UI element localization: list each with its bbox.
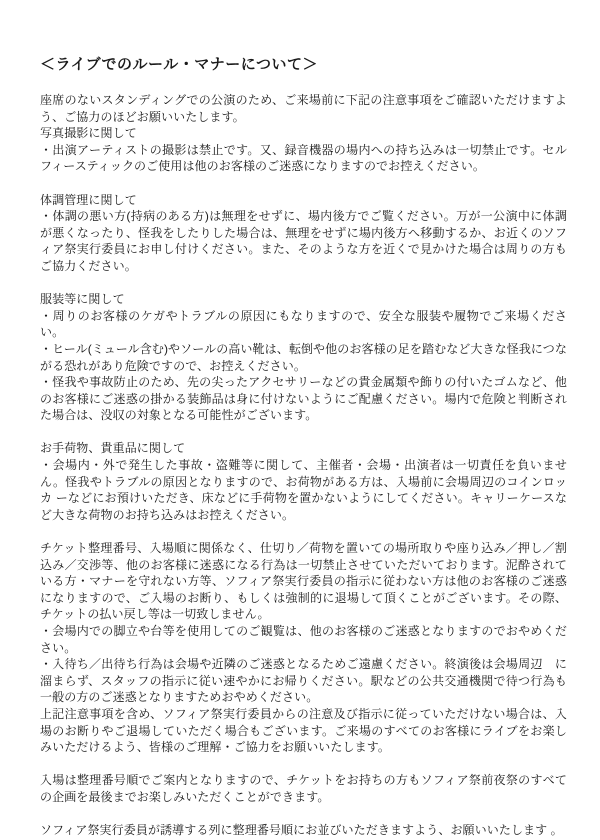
body-paragraph: チケット整理番号、入場順に関係なく、仕切り／荷物を置いての場所取りや座り込み／押し／割込み／交渉等、他のお客様に迷惑になる行為は一切禁止させていただいております。泥酔されている方・マナーを守れない方等、ソフィア祭実行委員の指示に従わない方は他のお客様のご迷惑になりますので、ご入場のお断り、もしくは強制的に退場して頂くことがございます。その際、チケットの払い戻し等は一切致しません。 bbox=[40, 541, 567, 622]
body-paragraph: ・会場内・外で発生した事故・盗難等に関して、主催者・会場・出演者は一切責任を負いません。怪我やトラブルの原因となりますので、お荷物がある方は、入場前に会場周辺のコインロッカ ーなどにお預けいただき、床などに手荷物を置かないようにしてください。キャリーケースなど大きな荷物のお持ち込みはお控えください。 bbox=[40, 458, 567, 522]
body-paragraph: ・周りのお客様のケガやトラブルの原因にもなりますので、安全な服装や履物でご来場ください。 bbox=[40, 308, 567, 340]
blank-line bbox=[40, 175, 567, 192]
body-paragraph: ・会場内での脚立や台等を使用してのご観覧は、他のお客様のご迷惑となりますのでおやめください。 bbox=[40, 624, 567, 655]
section-heading: 服装等に関して bbox=[40, 292, 125, 307]
document-body bbox=[40, 92, 567, 839]
blank-line bbox=[40, 756, 567, 773]
body-paragraph: ・ヒール(ミュール含む)やソールの高い靴は、転倒や他のお客様の足を踏むなど大きな怪我につながる恐れがあり危険ですので、お控えください。 bbox=[40, 341, 567, 373]
section-heading: 写真撮影に関して bbox=[40, 126, 137, 141]
body-paragraph: ・入待ち／出待ち行為は会場や近隣のご迷惑となるためご遠慮ください。終演後は会場周辺 に溜まらず、スタッフの指示に従い速やかにお帰りください。駅などの公共交通機関で待つ行為も一般の方のご迷惑となりますためおやめください。 bbox=[40, 657, 567, 705]
body-paragraph: 座席のないスタンディングでの公演のため、ご来場前に下記の注意事項をご確認いただけますよう、ご協力のほどお願いいたします。 bbox=[40, 93, 567, 124]
body-paragraph: 入場は整理番号順でご案内となりますので、チケットをお持ちの方もソフィア祭前夜祭のすべての企画を最後までお楽しみいただくことができます。 bbox=[40, 773, 567, 804]
blank-line bbox=[40, 806, 567, 823]
body-paragraph: ソフィア祭実行委員が誘導する列に整理番号順にお並びいただきますよう、お願いいたします 。 bbox=[40, 823, 563, 838]
section-heading: お手荷物、貴重品に関して bbox=[40, 441, 186, 456]
body-paragraph: 上記注意事項を含め、ソフィア祭実行委員からの注意及び指示に従っていただけない場合は、入場のお断りやご退場していただく場合もございます。ご来場のすべてのお客様にライブをお楽しみいただけるよう、皆様のご理解・ご協力をお願いいたします。 bbox=[40, 706, 567, 755]
blank-line bbox=[40, 424, 567, 441]
document-title: ＜ライブでのルール・マナーについて＞ bbox=[40, 56, 318, 73]
body-paragraph: ・体調の悪い方(持病のある方)は無理をせずに、場内後方でご覧ください。万が一公演中に体調が悪くなったり、怪我をしたりした場合は、無理をせずに場内後方へ移動するか、お近くのソフィア祭実行委員にお申し付けください。また、そのような方を近くで見かけた場合は周りの方もご協力ください。 bbox=[40, 209, 567, 273]
body-paragraph: ・出演アーティストの撮影は禁止です。又、録音機器の場内への持ち込みは一切禁止です。セルフィースティックのご使用は他のお客様のご迷惑になりますのでお控えください。 bbox=[40, 142, 567, 174]
blank-line bbox=[40, 523, 567, 540]
body-paragraph: ・怪我や事故防止のため、先の尖ったアクセサリーなどの貴金属類や飾りの付いたゴムなど、他のお客様にご迷惑の掛かる装飾品は身に付けないようにご配慮ください。場内で危険と判断された場合は、没収の対象となる可能性がございます。 bbox=[40, 375, 567, 423]
section-heading: 体調管理に関して bbox=[40, 192, 137, 207]
blank-line bbox=[40, 275, 567, 292]
